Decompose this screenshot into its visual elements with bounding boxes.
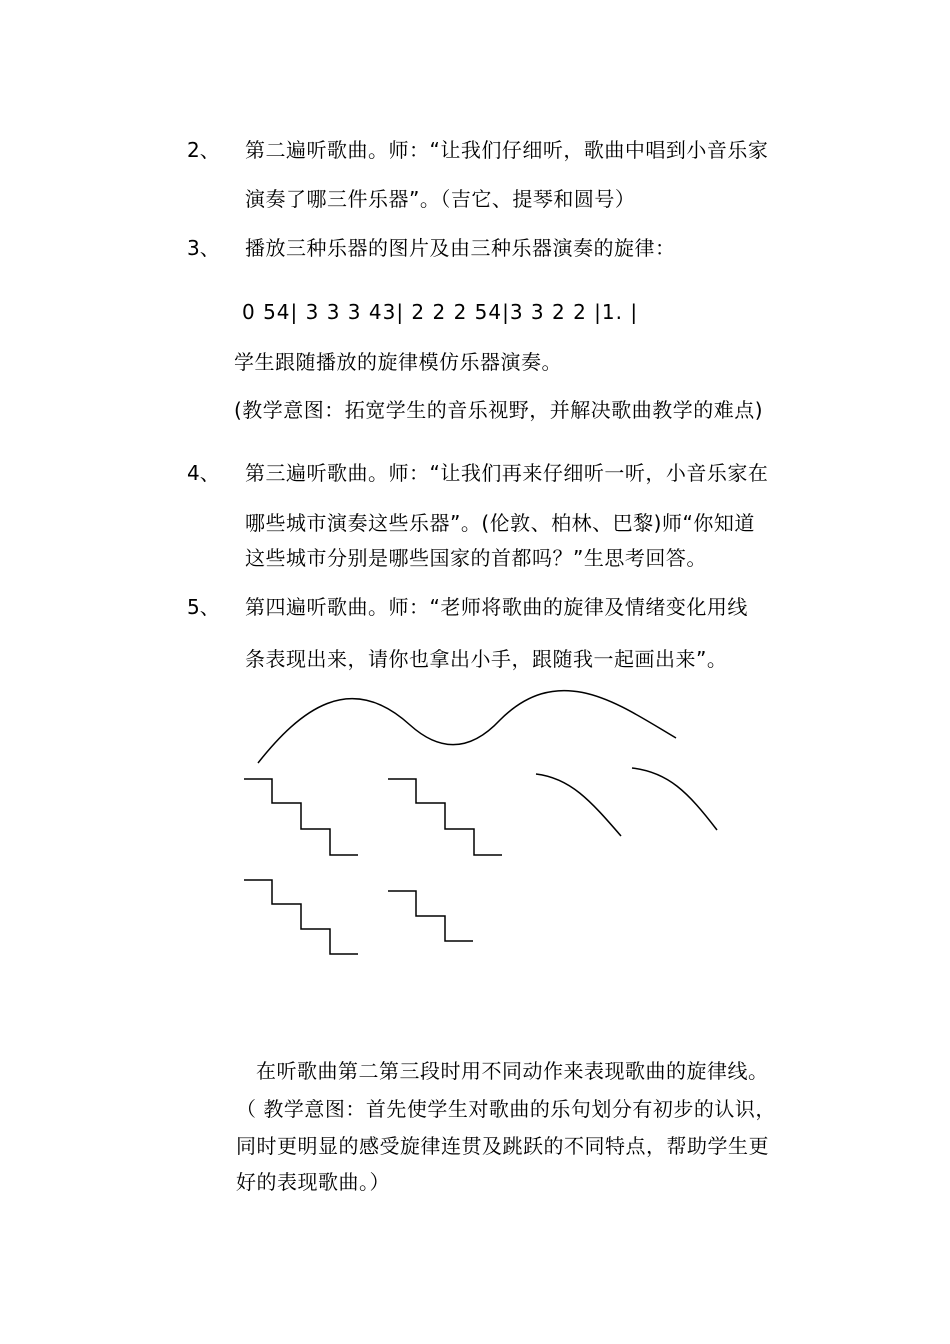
item-4-line-3: 这些城市分别是哪些国家的首都吗？”生思考回答。 xyxy=(245,546,707,570)
item-number-2: 2、 xyxy=(187,138,220,162)
falling-curve-2 xyxy=(632,768,717,830)
staircase-1 xyxy=(244,779,358,855)
staircase-4 xyxy=(388,891,473,941)
item-3-line-1: 播放三种乐器的图片及由三种乐器演奏的旋律： xyxy=(245,236,676,260)
staircase-2 xyxy=(388,779,502,855)
closing-line-2: （ 教学意图：首先使学生对歌曲的乐句划分有初步的认识， xyxy=(236,1097,776,1121)
teaching-intent-1: (教学意图：拓宽学生的音乐视野，并解决歌曲教学的难点) xyxy=(234,398,764,422)
item-number-4: 4、 xyxy=(187,461,220,485)
imitate-text: 学生跟随播放的旋律模仿乐器演奏。 xyxy=(234,350,562,374)
melody-notation: 0 54| 3 3 3 43| 2 2 2 54|3 3 2 2 |1. | xyxy=(242,300,639,324)
item-4-line-1: 第三遍听歌曲。师：“让我们再来仔细听一听，小音乐家在 xyxy=(245,461,769,485)
item-2-line-2: 演奏了哪三件乐器”。（吉它、提琴和圆号） xyxy=(245,187,636,211)
item-2-line-1: 第二遍听歌曲。师：“让我们仔细听，歌曲中唱到小音乐家 xyxy=(245,138,769,162)
closing-line-1: 在听歌曲第二第三段时用不同动作来表现歌曲的旋律线。 xyxy=(256,1059,769,1083)
staircase-3 xyxy=(244,880,358,954)
wave-curve xyxy=(258,691,676,763)
closing-line-4: 好的表现歌曲。） xyxy=(236,1170,390,1194)
item-number-5: 5、 xyxy=(187,595,220,619)
item-4-line-2: 哪些城市演奏这些乐器”。(伦敦、柏林、巴黎)师“你知道 xyxy=(245,511,755,535)
item-5-line-1: 第四遍听歌曲。师：“老师将歌曲的旋律及情绪变化用线 xyxy=(245,595,748,619)
item-5-line-2: 条表现出来，请你也拿出小手，跟随我一起画出来”。 xyxy=(245,647,728,671)
item-number-3: 3、 xyxy=(187,236,220,260)
closing-line-3: 同时更明显的感受旋律连贯及跳跃的不同特点，帮助学生更 xyxy=(236,1134,769,1158)
falling-curve-1 xyxy=(536,774,621,836)
